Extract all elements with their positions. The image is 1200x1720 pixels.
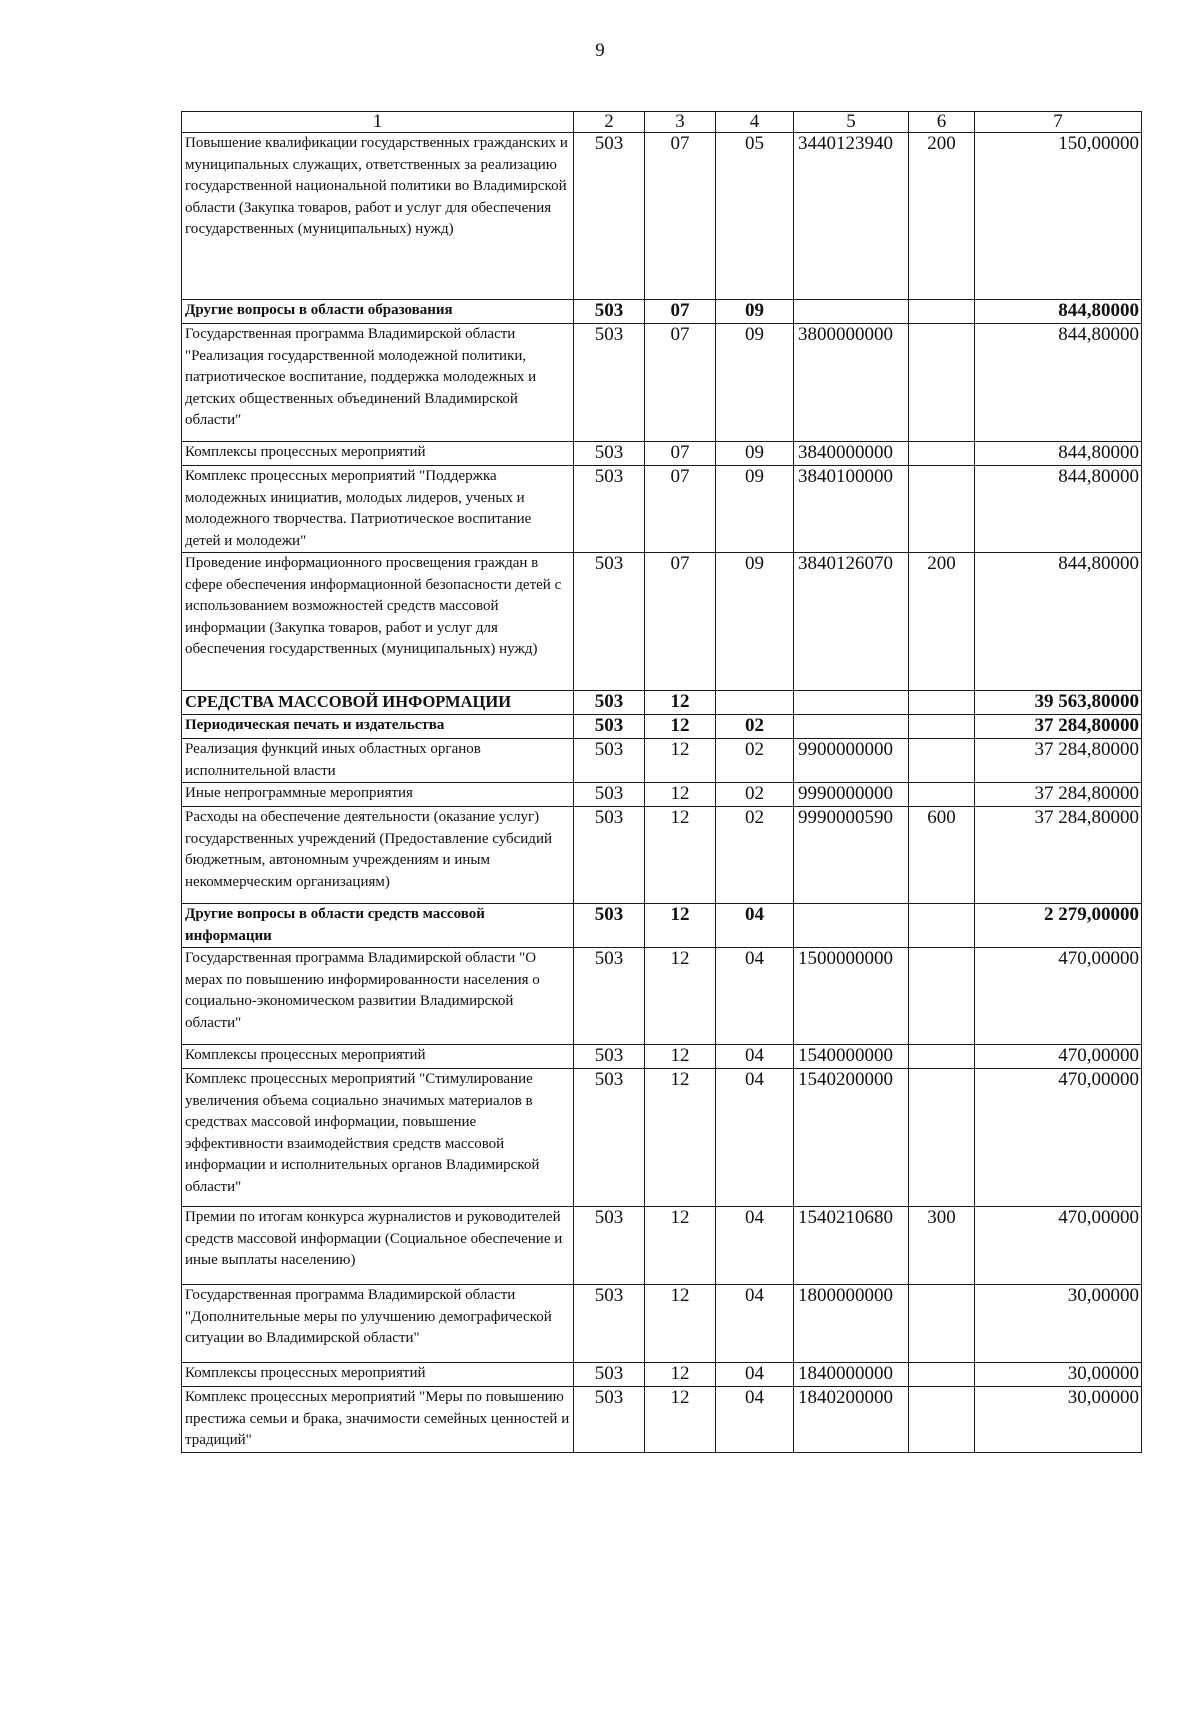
row-col-2: 503: [574, 1045, 645, 1069]
row-col-5: [794, 691, 909, 715]
row-col-5: 1500000000: [794, 948, 909, 1045]
row-col-2: 503: [574, 1387, 645, 1453]
table-row: [182, 783, 1142, 807]
row-col-2: 503: [574, 1207, 645, 1285]
row-col-4: 02: [716, 783, 794, 807]
row-amount: 30,00000: [975, 1387, 1142, 1453]
row-col-5: 3840000000: [794, 442, 909, 466]
row-col-4: 04: [716, 1363, 794, 1387]
row-col-3: 07: [645, 324, 716, 442]
row-col-6: 200: [909, 133, 975, 300]
row-col-4: [716, 691, 794, 715]
table-row: [182, 904, 1142, 948]
row-col-6: [909, 442, 975, 466]
table-row: [182, 691, 1142, 715]
row-col-5: 1840200000: [794, 1387, 909, 1453]
row-amount: 470,00000: [975, 1207, 1142, 1285]
table-row: [182, 715, 1142, 739]
row-amount: 37 284,80000: [975, 739, 1142, 783]
row-description: Премии по итогам конкурса журналистов и руководителей средств массовой информации (Социальное обеспечение и иные выплаты населению): [182, 1207, 574, 1285]
row-amount: 39 563,80000: [975, 691, 1142, 715]
row-amount: 2 279,00000: [975, 904, 1142, 948]
row-col-4: 04: [716, 1069, 794, 1207]
row-col-3: 12: [645, 1387, 716, 1453]
row-amount: 30,00000: [975, 1363, 1142, 1387]
row-col-5: 9990000000: [794, 783, 909, 807]
row-description: Комплекс процессных мероприятий "Поддержка молодежных инициатив, молодых лидеров, ученых и молодежного творчества. Патриотическое воспитание детей и молодежи": [182, 466, 574, 553]
row-col-3: 07: [645, 553, 716, 691]
row-description: Государственная программа Владимирской области "Реализация государственной молодежной политики, патриотическое воспитание, поддержка молодежных и детских общественных объединений Владимирской области": [182, 324, 574, 442]
header-cell-6: 6: [909, 112, 975, 133]
row-col-3: 12: [645, 1285, 716, 1363]
row-col-5: 9990000590: [794, 807, 909, 904]
row-col-2: 503: [574, 1363, 645, 1387]
row-col-6: [909, 1285, 975, 1363]
row-col-2: 503: [574, 807, 645, 904]
row-amount: 150,00000: [975, 133, 1142, 300]
row-col-2: 503: [574, 442, 645, 466]
row-col-3: 07: [645, 466, 716, 553]
row-col-5: 1540200000: [794, 1069, 909, 1207]
row-col-6: [909, 1387, 975, 1453]
row-amount: 37 284,80000: [975, 783, 1142, 807]
row-col-5: 3440123940: [794, 133, 909, 300]
row-col-6: [909, 324, 975, 442]
row-description: Иные непрограммные мероприятия: [182, 783, 574, 807]
row-col-3: 12: [645, 1069, 716, 1207]
row-col-3: 07: [645, 133, 716, 300]
row-col-3: 12: [645, 691, 716, 715]
row-description: Проведение информационного просвещения граждан в сфере обеспечения информационной безопасности детей с использованием возможностей средств массовой информации (Закупка товаров, работ и услуг для обеспечения государственных (муниципальных) нужд): [182, 553, 574, 691]
table-row: [182, 1207, 1142, 1285]
row-col-3: 12: [645, 1045, 716, 1069]
row-col-5: 3840126070: [794, 553, 909, 691]
header-cell-3: 3: [645, 112, 716, 133]
row-col-5: 1840000000: [794, 1363, 909, 1387]
row-col-2: 503: [574, 553, 645, 691]
table-row: [182, 133, 1142, 300]
row-col-5: [794, 300, 909, 324]
table-row: [182, 948, 1142, 1045]
row-col-4: 04: [716, 1387, 794, 1453]
row-col-6: [909, 1363, 975, 1387]
row-col-4: 04: [716, 1045, 794, 1069]
row-description: Комплексы процессных мероприятий: [182, 1363, 574, 1387]
page-number: 9: [595, 40, 605, 61]
row-description: Реализация функций иных областных органов исполнительной власти: [182, 739, 574, 783]
row-description: Комплексы процессных мероприятий: [182, 1045, 574, 1069]
row-col-2: 503: [574, 466, 645, 553]
row-col-4: 02: [716, 739, 794, 783]
header-cell-4: 4: [716, 112, 794, 133]
row-description: СРЕДСТВА МАССОВОЙ ИНФОРМАЦИИ: [182, 691, 574, 715]
row-col-5: 9900000000: [794, 739, 909, 783]
budget-table: [181, 111, 1142, 1453]
table-row: [182, 1069, 1142, 1207]
row-amount: 844,80000: [975, 442, 1142, 466]
row-amount: 470,00000: [975, 1045, 1142, 1069]
row-col-6: [909, 904, 975, 948]
row-col-4: 04: [716, 1285, 794, 1363]
row-col-4: 02: [716, 715, 794, 739]
row-col-6: [909, 1045, 975, 1069]
row-col-3: 12: [645, 739, 716, 783]
row-col-3: 12: [645, 948, 716, 1045]
row-description: Государственная программа Владимирской области "Дополнительные меры по улучшению демографической ситуации во Владимирской области": [182, 1285, 574, 1363]
row-col-6: [909, 739, 975, 783]
table-row: [182, 466, 1142, 553]
row-description: Расходы на обеспечение деятельности (оказание услуг) государственных учреждений (Предоставление субсидий бюджетным, автономным учреждениям и иным некоммерческим организациям): [182, 807, 574, 904]
row-col-2: 503: [574, 691, 645, 715]
table-row: [182, 553, 1142, 691]
row-col-6: [909, 691, 975, 715]
row-col-4: 04: [716, 904, 794, 948]
row-col-5: 1540210680: [794, 1207, 909, 1285]
row-col-3: 07: [645, 442, 716, 466]
row-col-2: 503: [574, 715, 645, 739]
row-col-2: 503: [574, 1069, 645, 1207]
row-amount: 470,00000: [975, 1069, 1142, 1207]
row-col-2: 503: [574, 1285, 645, 1363]
row-col-5: 3840100000: [794, 466, 909, 553]
row-col-6: [909, 783, 975, 807]
row-amount: 470,00000: [975, 948, 1142, 1045]
header-cell-2: 2: [574, 112, 645, 133]
row-description: Комплекс процессных мероприятий "Меры по повышению престижа семьи и брака, значимости семейных ценностей и традиций": [182, 1387, 574, 1453]
row-amount: 844,80000: [975, 553, 1142, 691]
table-row: [182, 442, 1142, 466]
row-amount: 37 284,80000: [975, 715, 1142, 739]
row-description: Периодическая печать и издательства: [182, 715, 574, 739]
table-row: [182, 739, 1142, 783]
row-col-3: 12: [645, 783, 716, 807]
row-col-2: 503: [574, 739, 645, 783]
row-col-5: 1540000000: [794, 1045, 909, 1069]
row-description: Повышение квалификации государственных гражданских и муниципальных служащих, ответственных за реализацию государственной национальной политики во Владимирской области (Закупка товаров, работ и услуг для обеспечения государственных (муниципальных) нужд): [182, 133, 574, 300]
header-cell-5: 5: [794, 112, 909, 133]
row-col-2: 503: [574, 300, 645, 324]
header-cell-7: 7: [975, 112, 1142, 133]
row-amount: 844,80000: [975, 300, 1142, 324]
table-row: [182, 324, 1142, 442]
row-col-6: 200: [909, 553, 975, 691]
row-col-2: 503: [574, 948, 645, 1045]
row-col-6: 600: [909, 807, 975, 904]
header-cell-1: 1: [182, 112, 574, 133]
row-col-5: 3800000000: [794, 324, 909, 442]
row-col-5: [794, 904, 909, 948]
row-col-3: 12: [645, 807, 716, 904]
row-col-6: 300: [909, 1207, 975, 1285]
row-col-4: 02: [716, 807, 794, 904]
row-col-3: 12: [645, 1207, 716, 1285]
table-row: [182, 1285, 1142, 1363]
row-description: Государственная программа Владимирской области "О мерах по повышению информированности населения о социально-экономическом развитии Владимирской области": [182, 948, 574, 1045]
table-row: [182, 1387, 1142, 1453]
row-col-4: 04: [716, 948, 794, 1045]
row-amount: 37 284,80000: [975, 807, 1142, 904]
row-col-5: [794, 715, 909, 739]
row-col-4: 09: [716, 553, 794, 691]
row-description: Другие вопросы в области образования: [182, 300, 574, 324]
table-row: [182, 1045, 1142, 1069]
row-col-6: [909, 1069, 975, 1207]
row-description: Комплексы процессных мероприятий: [182, 442, 574, 466]
row-col-6: [909, 715, 975, 739]
table-row: [182, 300, 1142, 324]
row-col-3: 07: [645, 300, 716, 324]
row-col-3: 12: [645, 1363, 716, 1387]
row-amount: 30,00000: [975, 1285, 1142, 1363]
row-col-5: 1800000000: [794, 1285, 909, 1363]
table-row: [182, 807, 1142, 904]
row-col-4: 09: [716, 442, 794, 466]
row-col-2: 503: [574, 324, 645, 442]
row-col-2: 503: [574, 133, 645, 300]
row-description: Комплекс процессных мероприятий "Стимулирование увеличения объема социально значимых материалов в средствах массовой информации, повышение эффективности взаимодействия средств массовой информации и исполнительных органов Владимирской области": [182, 1069, 574, 1207]
row-col-6: [909, 466, 975, 553]
row-col-4: 05: [716, 133, 794, 300]
row-description: Другие вопросы в области средств массовой информации: [182, 904, 574, 948]
table-row: [182, 1363, 1142, 1387]
table-header-row: [182, 112, 1142, 133]
row-col-6: [909, 300, 975, 324]
row-col-2: 503: [574, 904, 645, 948]
row-col-4: 04: [716, 1207, 794, 1285]
row-col-4: 09: [716, 300, 794, 324]
row-col-3: 12: [645, 715, 716, 739]
row-col-3: 12: [645, 904, 716, 948]
row-col-4: 09: [716, 466, 794, 553]
row-col-2: 503: [574, 783, 645, 807]
row-col-6: [909, 948, 975, 1045]
row-amount: 844,80000: [975, 466, 1142, 553]
row-amount: 844,80000: [975, 324, 1142, 442]
row-col-4: 09: [716, 324, 794, 442]
